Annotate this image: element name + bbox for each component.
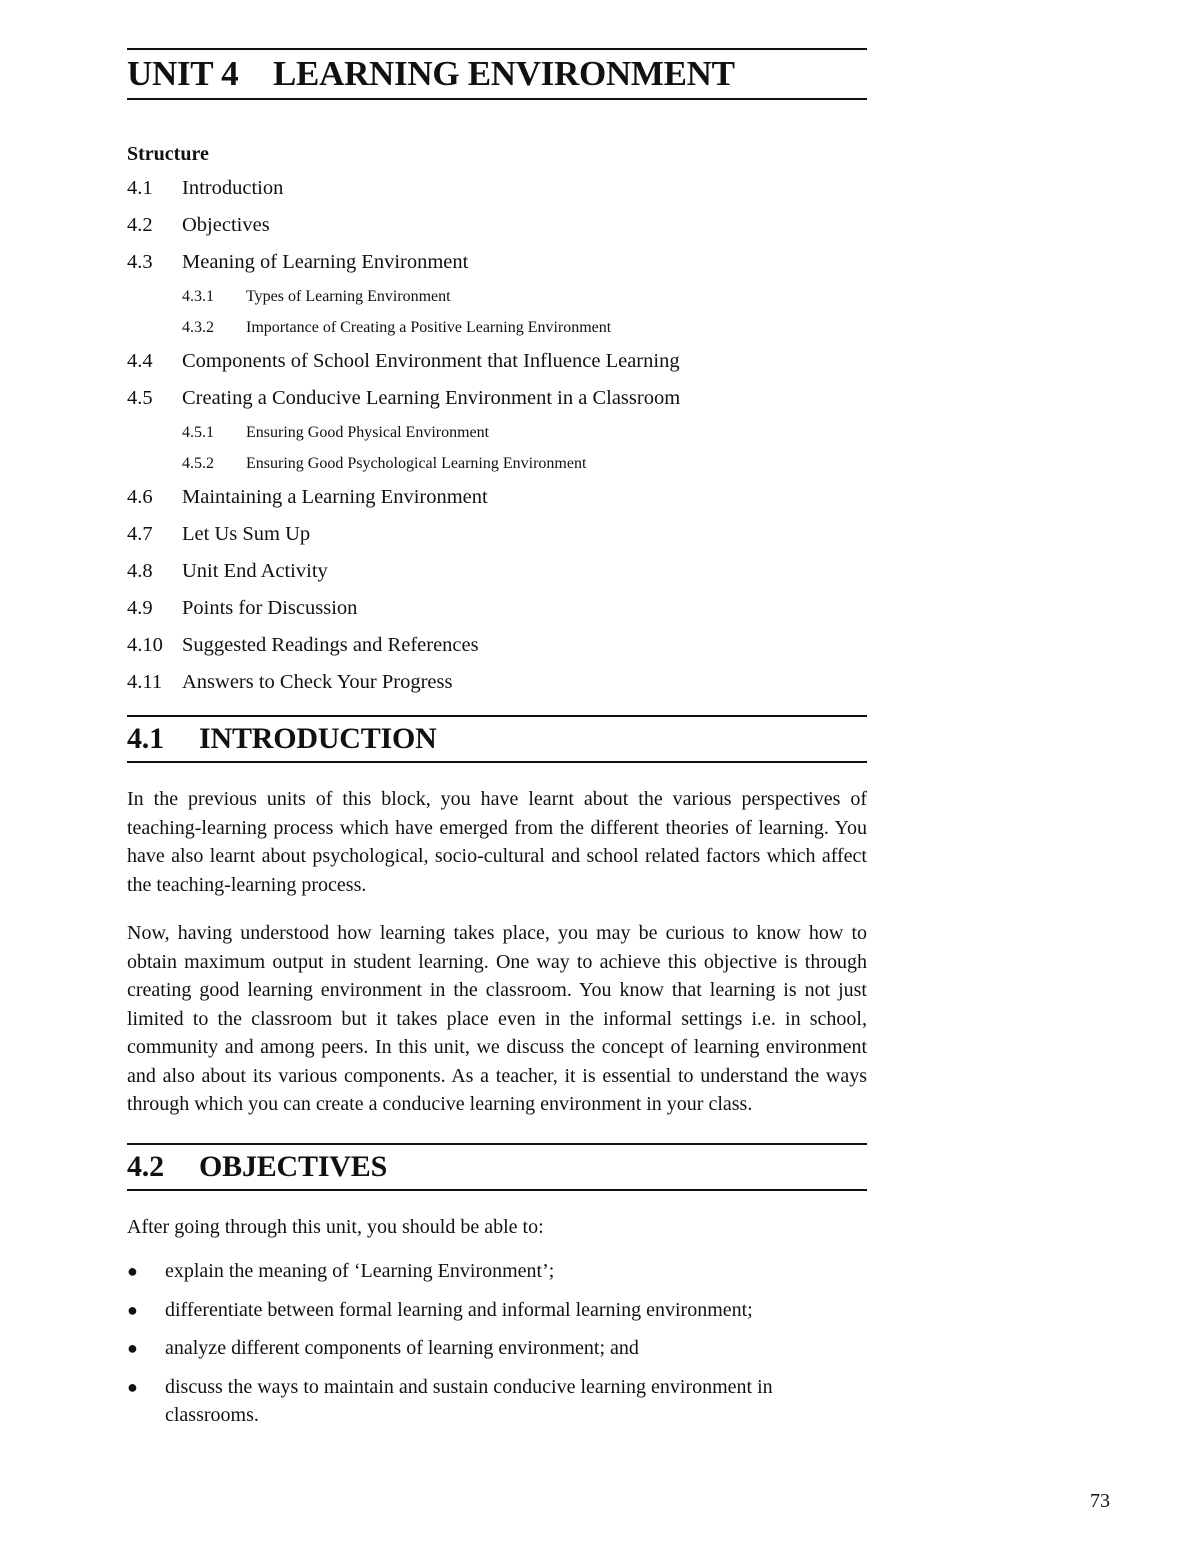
unit-name: LEARNING ENVIRONMENT [273, 54, 735, 93]
list-item [127, 1373, 867, 1430]
objectives-heading [127, 1143, 867, 1191]
toc-number: 4.5.2 [182, 455, 214, 472]
toc-title: Types of Learning Environment [246, 288, 451, 305]
toc-number: 4.11 [127, 671, 163, 693]
toc-title: Let Us Sum Up [182, 523, 311, 545]
toc-number: 4.9 [127, 597, 153, 619]
page-number: 73 [1090, 1490, 1110, 1512]
toc-item [127, 380, 867, 417]
objective-text: explain the meaning of ‘Learning Environment’; [165, 1260, 555, 1282]
toc-subitem [127, 417, 867, 448]
toc-title: Creating a Conducive Learning Environment in a Classroom [182, 387, 681, 409]
toc-title: Unit End Activity [182, 560, 328, 582]
toc-number: 4.3.2 [182, 319, 214, 336]
toc-title: Importance of Creating a Positive Learning Environment [246, 319, 612, 336]
toc-number: 4.8 [127, 560, 153, 582]
toc-item [127, 664, 867, 701]
objectives-list [127, 1257, 867, 1430]
bullet-icon: ● [127, 1376, 138, 1397]
toc-subitem [127, 448, 867, 479]
objectives-lead: After going through this unit, you should be able to: [127, 1215, 544, 1238]
introduction-heading [127, 715, 867, 763]
bullet-icon: ● [127, 1338, 138, 1358]
toc-title: Meaning of Learning Environment [182, 251, 469, 273]
toc-title: Objectives [182, 214, 270, 236]
section-number: 4.2 [127, 1149, 164, 1183]
bullet-icon: ● [127, 1299, 138, 1320]
objective-text: analyze different components of learning environment; and [165, 1337, 639, 1359]
list-item [127, 1257, 867, 1286]
toc-number: 4.4 [127, 350, 153, 372]
unit-title-bottom-rule [127, 98, 867, 100]
toc-title: Suggested Readings and References [182, 634, 479, 656]
unit-number: UNIT 4 [127, 54, 239, 93]
toc-number: 4.10 [127, 634, 163, 656]
toc-subitem [127, 312, 867, 343]
toc-item [127, 479, 867, 516]
objective-text: differentiate between formal learning and informal learning environment; [165, 1298, 753, 1321]
toc-item [127, 207, 867, 244]
toc-number: 4.5.1 [182, 424, 214, 441]
toc-number: 4.1 [127, 177, 153, 199]
unit-title [127, 50, 867, 98]
toc-title: Introduction [182, 177, 284, 199]
toc-item [127, 343, 867, 380]
toc-subitem [127, 281, 867, 312]
toc-title: Components of School Environment that Influence Learning [182, 350, 680, 372]
intro-paragraph: In the previous units of this block, you have learnt about the various perspectives of teaching-learning process which have emerged from the different theories of learning. You have also learnt about psychological, socio-cultural and school related factors which affect the teaching-learning process. [127, 788, 867, 896]
toc-title: Ensuring Good Physical Environment [246, 424, 490, 441]
section-number: 4.1 [127, 722, 164, 755]
section-name: OBJECTIVES [199, 1149, 388, 1183]
toc-item [127, 553, 867, 590]
toc-number: 4.3.1 [182, 288, 214, 305]
toc-number: 4.2 [127, 214, 153, 236]
toc-number: 4.7 [127, 523, 153, 545]
toc-item [127, 516, 867, 553]
section-name: INTRODUCTION [199, 722, 437, 755]
toc-item [127, 627, 867, 664]
toc-item [127, 244, 867, 281]
toc-title: Points for Discussion [182, 597, 358, 619]
list-item [127, 1296, 867, 1325]
toc-title: Answers to Check Your Progress [182, 671, 453, 693]
toc-title: Maintaining a Learning Environment [182, 486, 488, 508]
toc-item [127, 170, 867, 207]
objective-text: discuss the ways to maintain and sustain conducive learning environment in classrooms. [165, 1375, 773, 1426]
toc-item [127, 590, 867, 627]
toc-number: 4.3 [127, 251, 153, 273]
list-item [127, 1334, 867, 1363]
structure-label: Structure [127, 143, 209, 165]
intro-paragraph: Now, having understood how learning takes place, you may be curious to know how to obtain maximum output in student learning. One way to achieve this objective is through creating good learning environment in the classroom. You know that learning is not just limited to the classroom but it takes place even in the informal settings i.e. in school, community and among peers. In this unit, we discuss the concept of learning environment and also about its various components. As a teacher, it is essential to understand the ways through which you can create a conducive learning environment in your class. [127, 922, 867, 1115]
table-of-contents [127, 170, 867, 701]
bullet-icon: ● [127, 1261, 138, 1281]
toc-title: Ensuring Good Psychological Learning Environment [246, 455, 587, 472]
toc-number: 4.5 [127, 387, 153, 409]
toc-number: 4.6 [127, 486, 153, 508]
page-content [127, 48, 867, 1440]
section-title [127, 717, 867, 761]
section-title [127, 1145, 867, 1189]
